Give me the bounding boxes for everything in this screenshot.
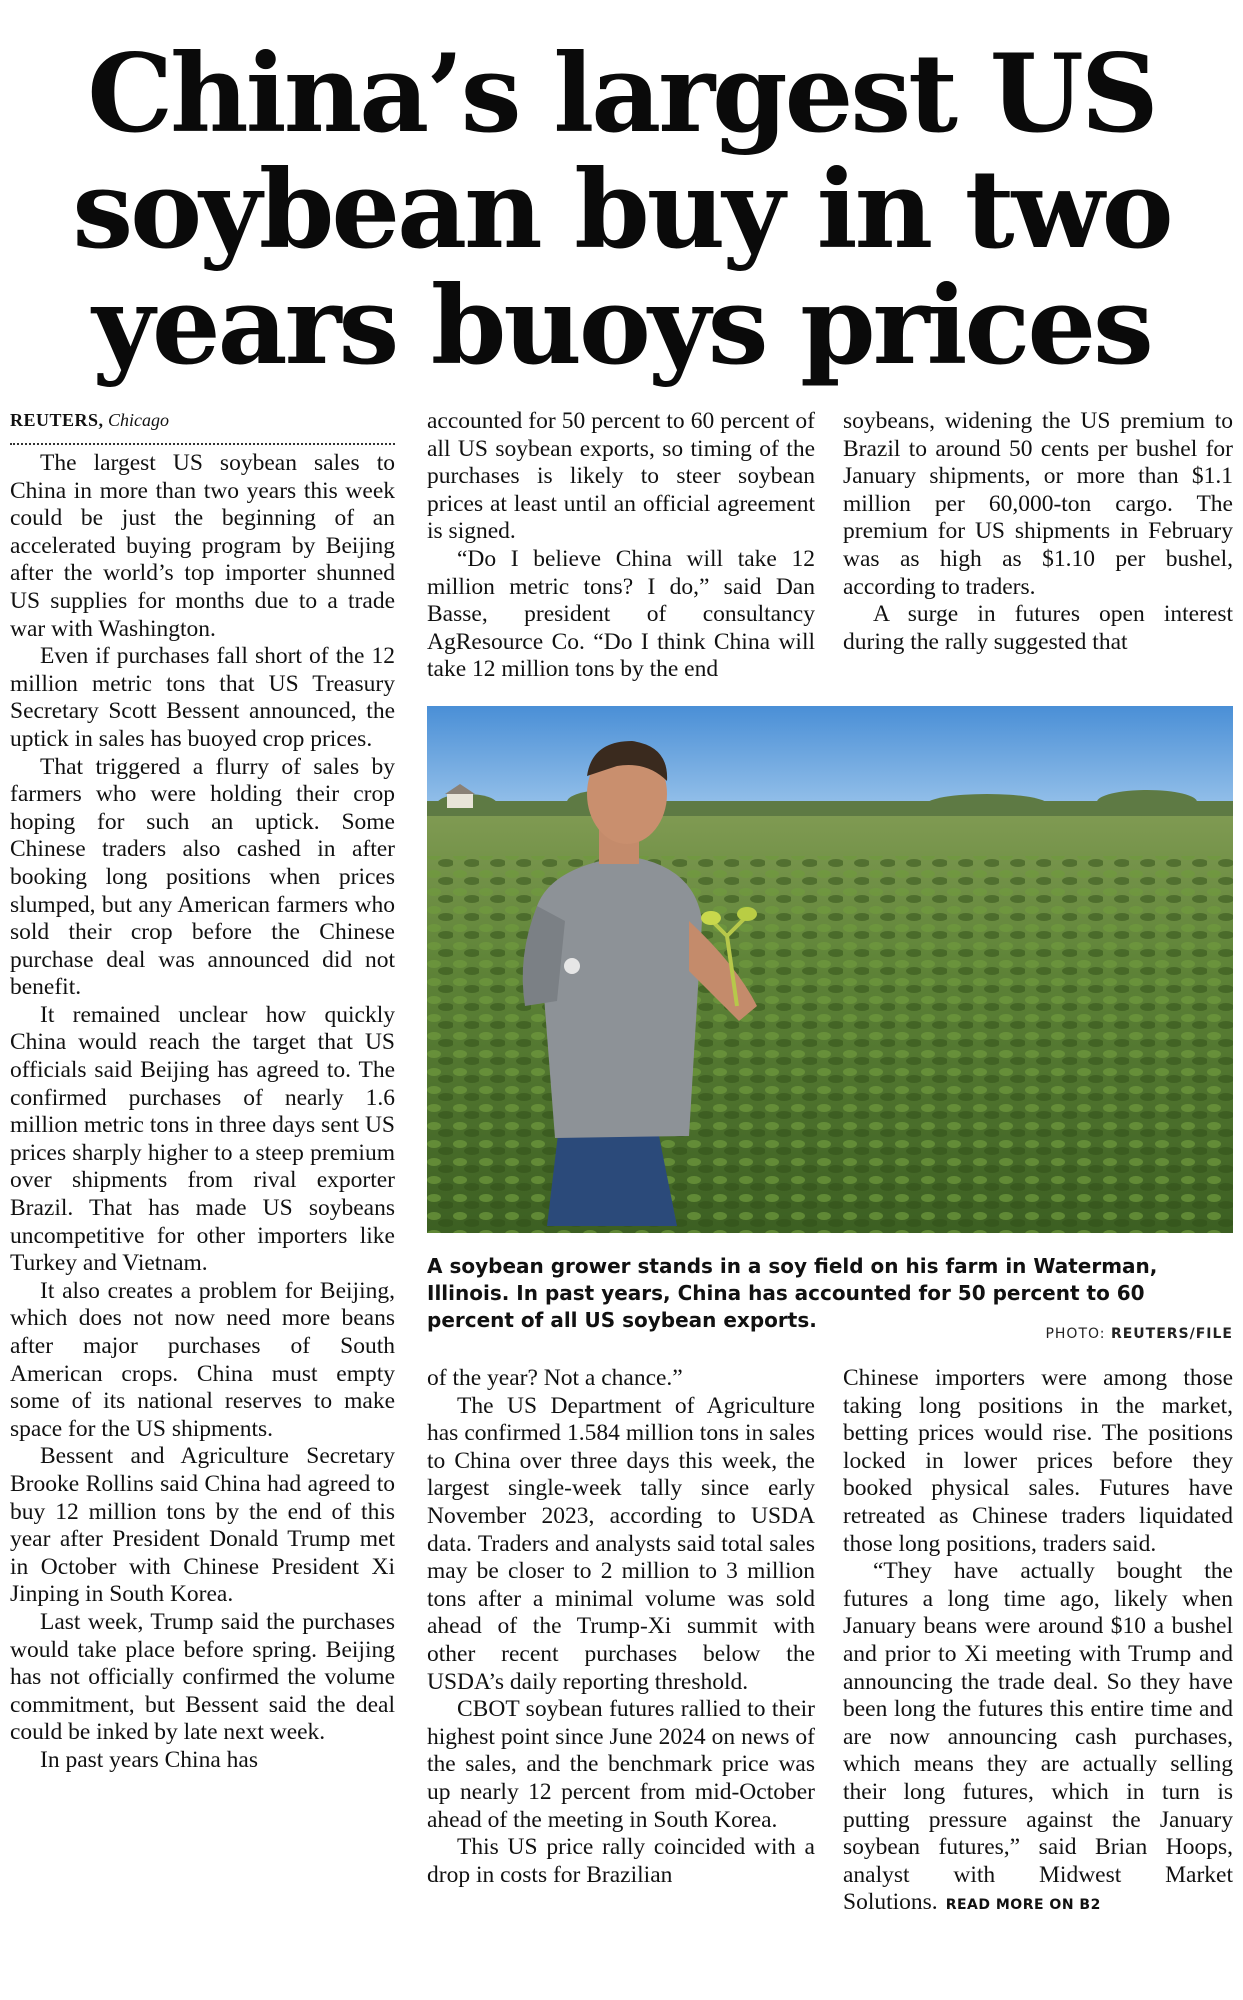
paragraph: That triggered a flurry of sales by farmers who were holding their crop hoping for such an uptick. Some Chinese traders also cashed in after booking long positions when prices slumped, but any American farmers who sold their crop before the Chinese purchase deal was announced did not benefit. — [10, 753, 395, 1001]
paragraph — [843, 1558, 1233, 1920]
paragraph: “Do I believe China will take 12 million metric tons? I do,” said Dan Basse, president of consultancy AgResource Co. “Do I think China will take 12 million tons by the end — [427, 545, 815, 683]
paragraph: CBOT soybean futures rallied to their highest point since June 2024 on news of the sales, and the benchmark price was up nearly 12 percent from mid-October ahead of the meeting in South Korea. — [427, 1696, 815, 1833]
paragraph: Chinese importers were among those taking long positions in the market, betting prices would rise. The positions locked in lower prices before they booked physical sales. Futures have retreated as Chinese traders liquidated those long positions, traders said. — [843, 1365, 1233, 1557]
credit-label: PHOTO: — [1045, 1326, 1106, 1342]
article-column-1 — [10, 450, 395, 1775]
paragraph: Bessent and Agriculture Secretary Brooke Rollins said China had agreed to buy 12 million tons by the end of this year after President Donald Trump met in October with Chinese President Xi Jinping in South Korea. — [10, 1443, 395, 1608]
quote-text: “They have actually bought the futures a long time ago, likely when January beans were around $10 a bushel and prior to Xi meeting with Trump and announcing the trade deal. So they have been long the futures this entire time and are now announcing cash purchases, which means they are actually selling their long futures, which in turn is putting pressure against the January soybean futures,” said Brian Hoops, analyst with Midwest Market Solutions. — [843, 1558, 1233, 1916]
photo-icon — [427, 706, 1233, 1233]
photo-credit — [1045, 1326, 1233, 1342]
paragraph: It remained unclear how quickly China would reach the target that US officials said Beijing has agreed to. The confirmed purchases of nearly 1.6 million metric tons in three days sent US prices sharply higher to a steep premium over shipments from rival exporter Brazil. That has made US soybeans uncompetitive for other importers like Turkey and Vietnam. — [10, 1001, 395, 1277]
paragraph: A surge in futures open interest during the rally suggested that — [843, 601, 1233, 655]
read-more-link[interactable]: READ MORE ON B2 — [945, 1897, 1101, 1914]
paragraph: accounted for 50 percent to 60 percent of all US soybean exports, so timing of the purchases is likely to steer soybean prices at least until an official agreement is signed. — [427, 408, 815, 545]
paragraph: It also creates a problem for Beijing, which does not now need more beans after major purchases of South American crops. China must empty some of its national reserves to make space for the US shipments. — [10, 1277, 395, 1442]
article-column-2-bottom — [427, 1365, 815, 1889]
paragraph: In past years China has — [40, 1746, 258, 1773]
credit-source: REUTERS/FILE — [1110, 1326, 1233, 1342]
byline — [10, 409, 395, 439]
photo-caption: A soybean grower stands in a soy field on his farm in Waterman, Illinois. In past years, China has accounted for 50 percent to 60 percent of all US soybean exports. — [427, 1254, 1158, 1332]
paragraph: The largest US soybean sales to China in more than two years this week could be just the beginning of an accelerated buying program by Beijing after the world’s top importer shunned US supplies for months due to a trade war with Washington. — [10, 450, 395, 642]
paragraph: Last week, Trump said the purchases would take place before spring. Beijing has not officially confirmed the volume commitment, but Bessent said the deal could be inked by late next week. — [10, 1608, 395, 1746]
byline-dateline: Chicago — [108, 410, 170, 430]
article-column-2-top — [427, 408, 815, 684]
farmer-photo — [427, 706, 1233, 1233]
article-column-3-bottom — [843, 1365, 1233, 1920]
paragraph: Even if purchases fall short of the 12 million metric tons that US Treasury Secretary Scott Bessent announced, the uptick in sales has buoyed crop prices. — [10, 643, 395, 752]
paragraph: The US Department of Agriculture has confirmed 1.584 million tons in sales to China over three days this week, the largest single-week tally since early November 2023, according to USDA data. Traders and analysts said total sales may be closer to 2 million to 3 million tons after a minimal volume was sold ahead of the Trump-Xi summit with other recent purchases below the USDA’s daily reporting threshold. — [427, 1392, 815, 1695]
byline-divider — [10, 443, 395, 445]
article-column-3-top — [843, 408, 1233, 656]
paragraph: This US price rally coincided with a drop in costs for Brazilian — [427, 1834, 815, 1888]
paragraph: soybeans, widening the US premium to Brazil to around 50 cents per bushel for January shipments, or more than $1.1 million per 60,000-ton cargo. The premium for US shipments in February was as high as $1.10 per bushel, according to traders. — [843, 408, 1233, 600]
headline: China’s largest US soybean buy in two years buoys prices — [72, 31, 1171, 389]
byline-agency: REUTERS, — [10, 410, 104, 430]
paragraph: of the year? Not a chance.” — [427, 1365, 683, 1391]
